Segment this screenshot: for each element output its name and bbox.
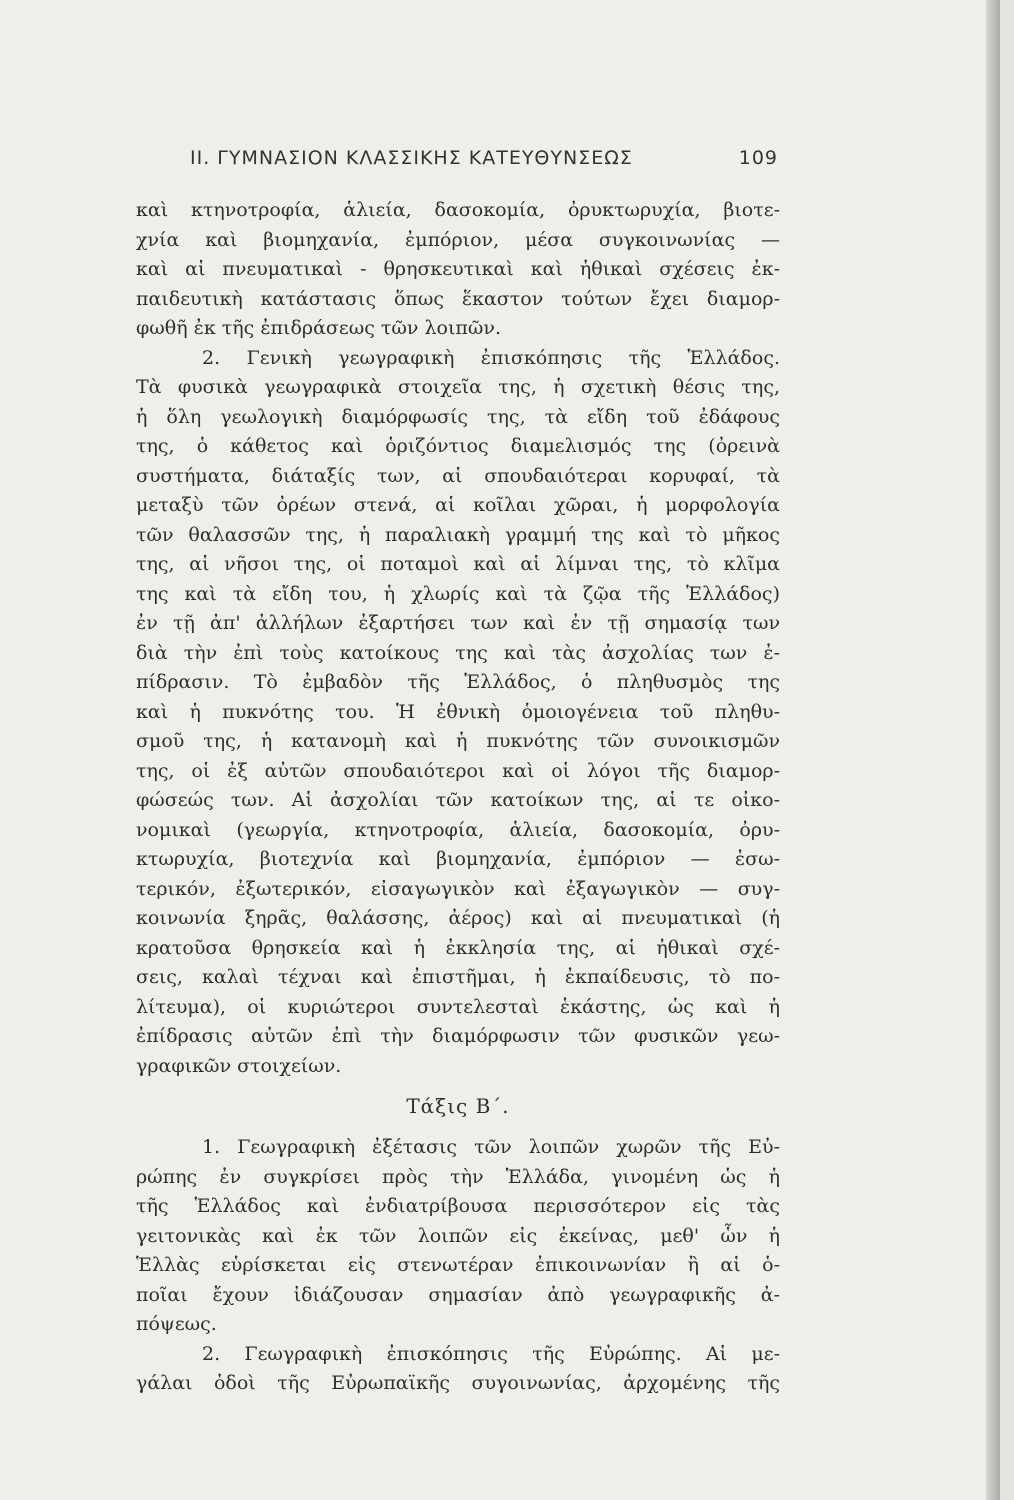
text-line: πόψεως. bbox=[136, 1313, 217, 1335]
text-line: παιδευτικὴ κατάστασις ὅπως ἕκαστον τούτων ἔχει διαμορ- bbox=[136, 287, 780, 310]
text-line: ἐπίδρασις αὐτῶν ἐπὶ τὴν διαμόρφωσιν τῶν φυσικῶν γεω- bbox=[136, 1025, 780, 1047]
text-line: φώσεώς των. Αἱ ἀσχολίαι τῶν κατοίκων της, αἱ τε οἰκο- bbox=[136, 789, 780, 811]
page-edge bbox=[986, 0, 1000, 1500]
text-line: κρατοῦσα θρησκεία καὶ ἡ ἐκκλησία της, αἱ ἠθικαὶ σχέ- bbox=[136, 936, 780, 959]
text-line: ἐν τῇ ἀπ' ἀλλήλων ἐξαρτήσει των καὶ ἐν τῇ σημασίᾳ των bbox=[136, 612, 780, 634]
text-line: πίδρασιν. Τὸ ἐμβαδὸν τῆς Ἑλλάδος, ὁ πληθυσμὸς της bbox=[136, 671, 780, 693]
text-line: γραφικῶν στοιχείων. bbox=[136, 1054, 342, 1077]
body-text bbox=[136, 196, 780, 1399]
text-line: ρώπης ἐν συγκρίσει πρὸς τὴν Ἑλλάδα, γινομένη ὡς ἡ bbox=[136, 1165, 780, 1188]
text-line: Τὰ φυσικὰ γεωγραφικὰ στοιχεῖα της, ἡ σχετικὴ θέσις της, bbox=[136, 376, 780, 398]
text-line: νομικαὶ (γεωργία, κτηνοτροφία, ἁλιεία, δασοκομία, ὀρυ- bbox=[136, 818, 780, 841]
text-line: Ἑλλὰς εὑρίσκεται εἰς στενωτέραν ἐπικοινωνίαν ἢ αἱ ὁ- bbox=[136, 1254, 780, 1276]
text-line: μεταξὺ τῶν ὀρέων στενά, αἱ κοῖλαι χῶραι, ἡ μορφολογία bbox=[136, 494, 780, 516]
text-line: 2. Γενικὴ γεωγραφικὴ ἐπισκόπησις τῆς Ἑλλάδος. bbox=[202, 346, 780, 369]
text-line: ποῖαι ἔχουν ἰδιάζουσαν σημασίαν ἀπὸ γεωγραφικῆς ἀ- bbox=[136, 1283, 780, 1306]
text-block-class-a bbox=[136, 196, 780, 1081]
text-line: της, οἱ ἐξ αὐτῶν σπουδαιότεροι καὶ οἱ λόγοι τῆς διαμορ- bbox=[136, 759, 780, 782]
text-line: 2. Γεωγραφικὴ ἐπισκόπησις τῆς Εὐρώπης. Αἱ με- bbox=[202, 1342, 780, 1365]
text-line: τερικόν, ἐξωτερικόν, εἰσαγωγικὸν καὶ ἐξαγωγικὸν — συγ- bbox=[136, 877, 780, 900]
section-heading: Τάξις Β΄. bbox=[406, 1094, 510, 1118]
text-line: φωθῆ ἐκ τῆς ἐπιδράσεως τῶν λοιπῶν. bbox=[136, 317, 501, 339]
running-header bbox=[190, 147, 778, 169]
text-line: συστήματα, διάταξίς των, αἱ σπουδαιότεραι κορυφαί, τὰ bbox=[136, 464, 780, 487]
text-line: καὶ αἱ πνευματικαὶ - θρησκευτικαὶ καὶ ἠθικαὶ σχέσεις ἐκ- bbox=[136, 258, 780, 280]
text-line: της καὶ τὰ εἴδη του, ἡ χλωρίς καὶ τὰ ζῷα τῆς Ἑλλάδος) bbox=[136, 582, 780, 605]
text-line: διὰ τὴν ἐπὶ τοὺς κατοίκους της καὶ τὰς ἀσχολίας των ἐ- bbox=[136, 641, 780, 664]
text-line: γάλαι ὁδοὶ τῆς Εὐρωπαϊκῆς συγοινωνίας, ἀρχομένης τῆς bbox=[136, 1372, 780, 1394]
text-block-class-b bbox=[136, 1133, 780, 1399]
text-line: χνία καὶ βιομηχανία, ἐμπόριον, μέσα συγκοινωνίας — bbox=[136, 228, 780, 251]
text-line: τῶν θαλασσῶν της, ἡ παραλιακὴ γραμμή της καὶ τὸ μῆκος bbox=[136, 523, 780, 546]
text-line: λίτευμα), οἱ κυριώτεροι συντελεσταὶ ἑκάστης, ὡς καὶ ἡ bbox=[136, 995, 780, 1018]
text-line: 1. Γεωγραφικὴ ἐξέτασις τῶν λοιπῶν χωρῶν τῆς Εὐ- bbox=[202, 1136, 780, 1158]
text-line: της, ὁ κάθετος καὶ ὁριζόντιος διαμελισμός της (ὀρεινὰ bbox=[136, 435, 780, 457]
header-title: II. ΓΥΜΝΑΣΙΟΝ ΚΛΑΣΣΙΚΗΣ ΚΑΤΕΥΘΥΝΣΕΩΣ bbox=[190, 147, 633, 169]
text-line: σμοῦ της, ἡ κατανομὴ καὶ ἡ πυκνότης τῶν συνοικισμῶν bbox=[136, 730, 780, 752]
page-number: 109 bbox=[738, 147, 778, 169]
text-line: κτωρυχία, βιοτεχνία καὶ βιομηχανία, ἐμπόριον — ἐσω- bbox=[136, 848, 780, 870]
text-line: ἡ ὅλη γεωλογικὴ διαμόρφωσίς της, τὰ εἴδη τοῦ ἐδάφους bbox=[136, 405, 780, 428]
text-line: τῆς Ἑλλάδος καὶ ἐνδιατρίβουσα περισσότερον εἰς τὰς bbox=[136, 1195, 780, 1217]
text-line: γειτονικὰς καὶ ἐκ τῶν λοιπῶν εἰς ἐκείνας, μεθ' ὧν ἡ bbox=[136, 1224, 780, 1247]
text-line: της, αἱ νῆσοι της, οἱ ποταμοὶ καὶ αἱ λίμναι της, τὸ κλῖμα bbox=[136, 553, 780, 575]
text-line: κοινωνία ξηρᾶς, θαλάσσης, ἀέρος) καὶ αἱ πνευματικαὶ (ἡ bbox=[136, 907, 780, 929]
text-line: καὶ ἡ πυκνότης του. Ἡ ἐθνικὴ ὁμοιογένεια τοῦ πληθυ- bbox=[136, 700, 780, 723]
text-line: καὶ κτηνοτροφία, ἁλιεία, δασοκομία, ὀρυκτωρυχία, βιοτε- bbox=[136, 199, 780, 221]
text-line: σεις, καλαὶ τέχναι καὶ ἐπιστῆμαι, ἡ ἐκπαίδευσις, τὸ πο- bbox=[136, 966, 780, 988]
